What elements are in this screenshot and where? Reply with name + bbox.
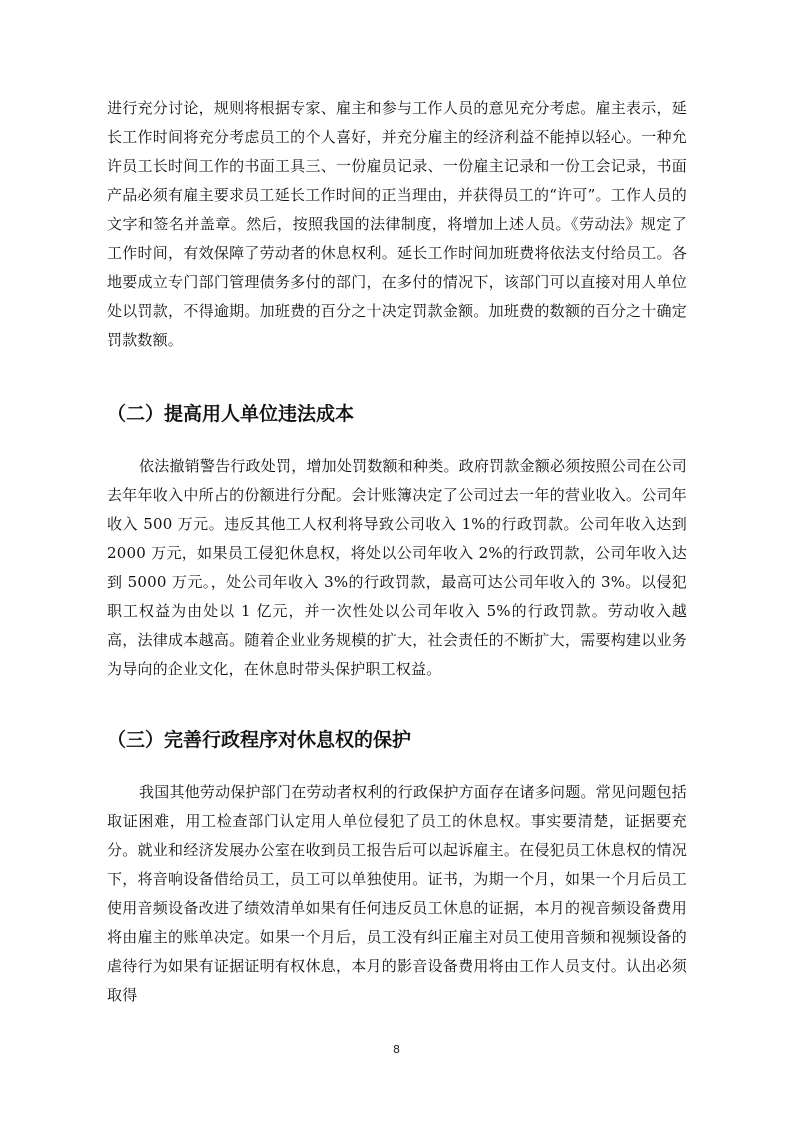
body-paragraph-2: 依法撤销警告行政处罚，增加处罚数额和种类。政府罚款金额必须按照公司在公司去年年收入中所占的份额进行分配。会计账簿决定了公司过去一年的营业收入。公司年收入 500 万元。违反其他工人权利将导致公司收入 1%的行政罚款。公司年收入达到 2000 万元，如果员工侵犯休息权，将处以公司年收入 2%的行政罚款，公司年收入达到 5000 万元。，处公司年收入 3%的行政罚款，最高可达公司年收入的 3%。以侵犯职工权益为由处以 1 亿元，并一次性处以公司年收入 5%的行政罚款。劳动收入越高，法律成本越高。随着企业业务规模的扩大，社会责任的不断扩大，需要构建以业务为导向的企业文化，在休息时带头保护职工权益。	[107, 457, 687, 678]
page-number: 8	[393, 1043, 400, 1056]
body-paragraph-1: 进行充分讨论，规则将根据专家、雇主和参与工作人员的意见充分考虑。雇主表示，延长工作时间将充分考虑员工的个人喜好，并充分雇主的经济利益不能掉以轻心。一种允许员工长时间工作的书面工具三、一份雇员记录、一份雇主记录和一份工会记录，书面产品必须有雇主要求员工延长工作时间的正当理由，并获得员工的“许可”。工作人员的文字和签名并盖章。然后，按照我国的法律制度，将增加上述人员。《劳动法》规定了工作时间，有效保障了劳动者的休息权利。延长工作时间加班费将依法支付给员工。各地要成立专门部门管理债务多付的部门，在多付的情况下，该部门可以直接对用人单位处以罚款，不得逾期。加班费的百分之十决定罚款金额。加班费的数额的百分之十确定罚款数额。	[107, 99, 687, 349]
section-heading-3: （三）完善行政程序对休息权的保护	[107, 729, 412, 751]
body-paragraph-3: 我国其他劳动保护部门在劳动者权利的行政保护方面存在诸多问题。常见问题包括取证困难，用工检查部门认定用人单位侵犯了员工的休息权。事实要清楚，证据要充分。就业和经济发展办公室在收到员工报告后可以起诉雇主。在侵犯员工休息权的情况下，将音响设备借给员工，员工可以单独使用。证书，为期一个月，如果一个月后员工使用音频设备改进了绩效清单如果有任何违反员工休息的证据，本月的视音频设备费用将由雇主的账单决定。如果一个月后，员工没有纠正雇主对员工使用音频和视频设备的虐待行为如果有证据证明有权休息，本月的影音设备费用将由工作人员支付。认出必须取得	[107, 783, 687, 1004]
section-heading-2: （二）提高用人单位违法成本	[107, 403, 355, 425]
